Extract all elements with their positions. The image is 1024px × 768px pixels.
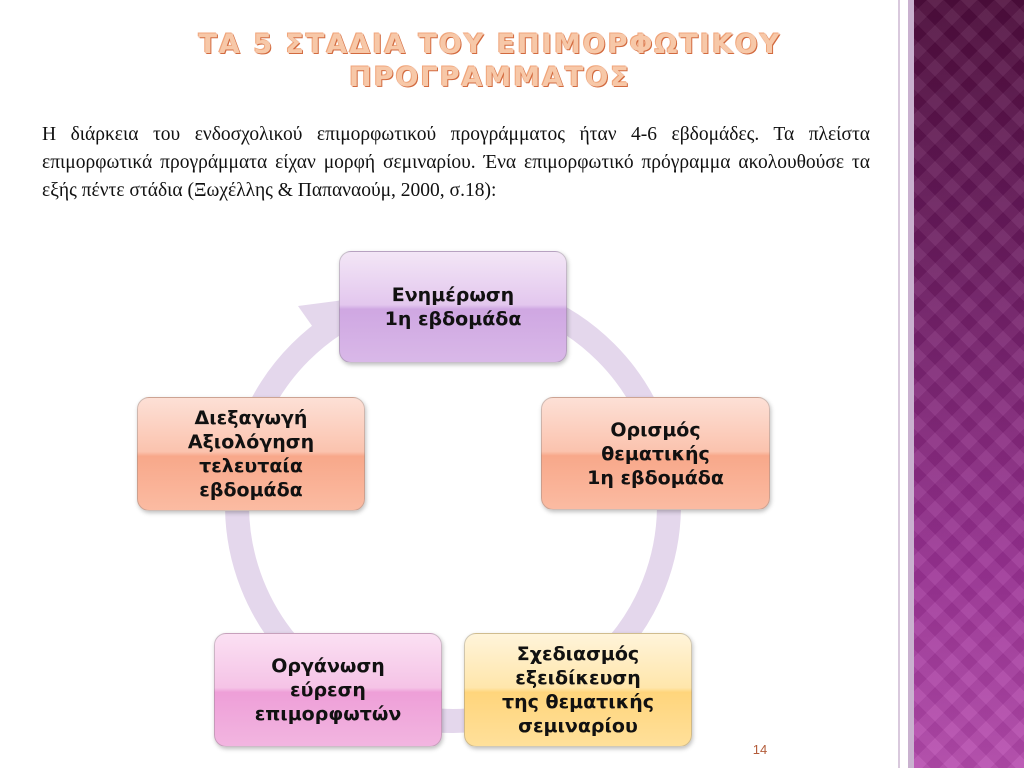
stage-1-line-2: 1η εβδομάδα xyxy=(384,308,522,330)
stage-2-line-3: 1η εβδομάδα xyxy=(587,466,724,489)
stage-5-line-1: Διεξαγωγή xyxy=(194,407,308,429)
stage-3-line-3: της θεματικής xyxy=(501,691,654,713)
stage-2-line-2: θεματικής xyxy=(601,442,710,465)
stage-node-3-design xyxy=(464,633,692,747)
stage-3-line-2: εξειδίκευση xyxy=(515,667,641,689)
stage-3-line-1: Σχεδιασμός xyxy=(516,643,640,665)
stage-1-line-1: Ενημέρωση xyxy=(391,284,515,306)
stage-node-4-organization xyxy=(214,633,442,747)
page-number: 14 xyxy=(752,742,768,757)
stage-4-line-3: επιμορφωτών xyxy=(254,703,402,725)
stage-node-2-theme-definition xyxy=(541,397,770,510)
intro-paragraph: Η διάρκεια του ενδοσχολικού επιμορφωτικού προγράμματος ήταν 4-6 εβδομάδες. Τα πλείστα επιμορφωτικά προγράμματα είχαν μορφή σεμιναρίου. Ένα επιμορφωτικό πρόγραμμα ακολουθούσε τα εξής πέντε στάδια (Ξωχέλλης & Παπαναούμ, 2000, σ.18): xyxy=(42,124,870,201)
stage-4-line-1: Οργάνωση xyxy=(271,655,385,677)
stage-5-line-4: εβδομάδα xyxy=(199,479,303,501)
stage-node-5-execution-evaluation xyxy=(137,397,365,511)
stage-5-line-2: Αξιολόγηση xyxy=(187,431,315,453)
stage-2-line-1: Ορισμός xyxy=(610,418,701,441)
stage-4-line-2: εύρεση xyxy=(290,679,366,701)
title-line-1: ΤΑ 5 ΣΤΑΔΙΑ ΤΟΥ ΕΠΙΜΟΡΦΩΤΙΚΟΥ xyxy=(198,29,782,60)
stage-node-1-briefing xyxy=(339,251,567,363)
stage-3-line-4: σεμιναρίου xyxy=(518,715,638,737)
title-line-2: ΠΡΟΓΡΑΜΜΑΤΟΣ xyxy=(349,62,631,93)
stage-5-line-3: τελευταία xyxy=(199,455,303,477)
